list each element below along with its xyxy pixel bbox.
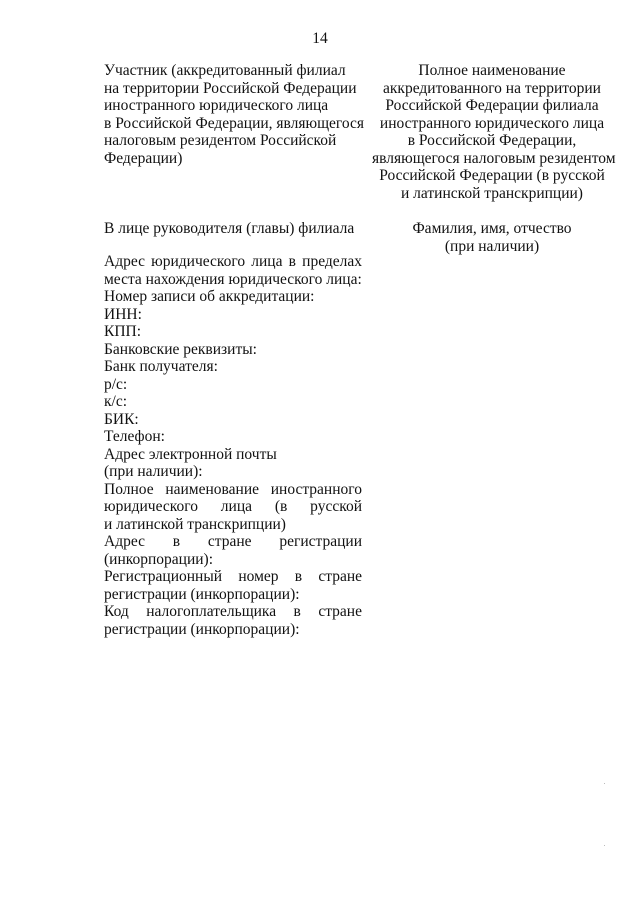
head-of-branch-label [104,220,362,238]
requisite-line: Номер записи об аккредитации: [104,288,315,305]
scan-speck [604,845,605,846]
requisite-line: БИК: [104,410,139,428]
full-name-line: аккредитованного на территории [383,79,601,97]
scan-speck [604,783,605,784]
participant-line: Участник (аккредитованный филиал [104,62,346,79]
full-name-line: иностранного юридического лица [379,114,605,132]
full-name-line: в Российской Федерации, [407,132,577,149]
requisite-line: Полное наименование иностранного [104,480,362,498]
full-name-line: Российской Федерации (в русской [379,167,605,184]
requisite-line: р/с: [104,375,128,393]
full-name-line: являющегося налоговым резидентом [372,149,616,167]
requisite-line: (при наличии): [104,463,203,480]
participant-line: налоговым резидентом Российской [104,132,337,149]
participant-line: Федерации) [104,149,183,167]
requisite-line: (инкорпорации): [104,550,214,568]
requisite-line: Банк получателя: [104,358,218,375]
participant-line: иностранного юридического лица [104,97,329,114]
full-name-header [372,62,616,202]
full-name-line: и латинской транскрипции) [401,184,583,202]
requisite-line: Банковские реквизиты: [104,340,257,358]
full-name-fio-header [372,220,612,255]
participant-line: на территории Российской Федерации [104,79,357,97]
fio-line: Фамилия, имя, отчество [412,220,572,237]
requisite-line: Адрес электронной почты [104,445,277,463]
requisite-line: КПП: [104,323,142,340]
requisites-list [104,253,362,638]
requisite-line: Адрес в стране регистрации [104,533,362,550]
head-of-branch-text: В лице руководителя (главы) филиала [104,220,355,237]
full-name-line: Полное наименование [418,62,566,79]
requisite-line: ИНН: [104,305,142,323]
requisite-line: Код налогоплательщика в стране [104,603,362,620]
page-number: 14 [312,30,328,47]
participant-line: в Российской Федерации, являющегося [104,114,365,132]
fio-line: (при наличии) [444,237,540,255]
requisite-line: к/с: [104,393,128,410]
requisite-line: регистрации (инкорпорации): [104,620,300,638]
requisite-line: Адрес юридического лица в пределах [104,253,362,270]
requisite-line: юридического лица (в русской [104,498,362,515]
requisite-line: места нахождения юридического лица: [104,270,362,288]
full-name-line: Российской Федерации филиала [385,97,599,114]
participant-label [104,62,365,167]
requisite-line: Телефон: [104,428,165,445]
requisite-line: Регистрационный номер в стране [104,568,362,585]
requisite-line: и латинской транскрипции) [104,515,286,533]
requisite-line: регистрации (инкорпорации): [104,585,300,603]
